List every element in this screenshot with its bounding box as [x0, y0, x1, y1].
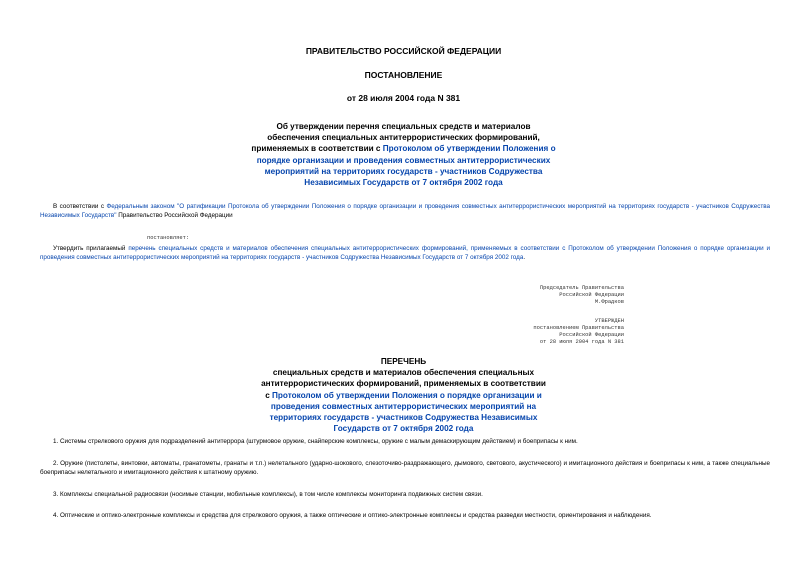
preamble-paragraph	[40, 203, 770, 220]
list-protocol-link-continued[interactable]: территориях государств - участников Содружества Независимых	[269, 413, 538, 423]
approve-prefix: Утвердить прилагаемый	[53, 245, 129, 252]
approved-line: УТВЕРЖДЕН	[594, 318, 624, 324]
signature-name: М.Фрадков	[594, 298, 624, 305]
preamble-prefix: В соответствии с	[53, 203, 107, 210]
approved-line: Российской Федерации	[559, 331, 624, 338]
signature-line: Председатель Правительства	[539, 285, 624, 291]
title-text: применяемых в соответствии с	[251, 144, 383, 154]
list-item: 2. Оружие (пистолеты, винтовки, автоматы, гранатометы, гранаты и т.п.) нелетального (ударно-шокового, слезоточиво-раздражающего, дымового, светового, акустического) и имитационного действия и боеприпасы к ним, а также специальные боеприпасы нелетального и имитационного действия к штатному оружию.	[40, 460, 770, 476]
signature-line: Российской Федерации	[559, 291, 624, 298]
government-heading: ПРАВИТЕЛЬСТВО РОССИЙСКОЙ ФЕДЕРАЦИИ	[305, 46, 502, 56]
protocol-link-continued[interactable]: Независимых Государств от 7 октября 2002 года	[304, 178, 503, 188]
list-item: 3. Комплексы специальной радиосвязи (носимые станции, мобильные комплексы), в том числе комплексы мониторинга подвижных систем связи.	[53, 491, 483, 498]
list-title-line: специальных средств и материалов обеспечения специальных	[272, 368, 535, 378]
preamble-suffix: Правительство Российской Федерации	[116, 211, 233, 219]
approved-block	[533, 318, 624, 346]
title-line: Об утверждении перечня специальных средств и материалов	[276, 122, 531, 131]
list-title-text: с	[265, 390, 273, 400]
list-title-line	[0, 390, 807, 401]
protocol-link-continued[interactable]: порядке организации и проведения совместных антитеррористических	[256, 155, 551, 165]
document-date-number: от 28 июля 2004 года N 381	[346, 93, 461, 103]
title-line	[0, 143, 807, 154]
title-line: обеспечения специальных антитеррористических формирований,	[267, 133, 540, 143]
decides-text: постановляет:	[147, 235, 190, 241]
approved-line: постановлением Правительства	[533, 324, 624, 331]
list-item: 1. Системы стрелкового оружия для подразделений антитеррора (штурмовое оружие, снайперские комплексы, оружие с малым демаскирующим действием) и боеприпасы к ним.	[53, 438, 578, 445]
approve-paragraph	[40, 245, 770, 262]
approved-line: от 28 июля 2004 года N 381	[539, 338, 624, 345]
list-link[interactable]: перечень специальных средств и материалов обеспечения специальных антитеррористических формирований, применяемых в соответствии с Протоколом об утверждении Положения о порядке организации и проведения совместных антитеррористических мероприятий на территориях государств - участников Содружества Независимых Государств от 7 октября 2002 года	[40, 245, 771, 261]
signature-block	[540, 285, 624, 306]
approve-suffix: .	[523, 253, 526, 261]
list-protocol-link[interactable]: Протоколом об утверждении Положения о порядке организации и	[272, 390, 542, 400]
document-title	[0, 121, 807, 188]
federal-law-link[interactable]: Федеральным законом "О ратификации Протокола об утверждении Положения о порядке организации и проведения совместных антитеррористических мероприятий на территориях государств - участников Содружества Независимых Государств"	[40, 203, 771, 219]
list-title-line: антитеррористических формирований, применяемых в соответствии	[261, 379, 546, 389]
list-protocol-link-continued[interactable]: Государств от 7 октября 2002 года	[333, 424, 474, 434]
list-protocol-link-continued[interactable]: проведения совместных антитеррористических мероприятий на	[270, 401, 537, 411]
list-heading: ПЕРЕЧЕНЬ	[380, 357, 427, 366]
list-item: 4. Оптические и оптико-электронные комплексы и средства для стрелкового оружия, а также оптические и оптико-электронные комплексы и средства разведки местности, ориентирования и наблюдения.	[53, 512, 652, 519]
list-title	[0, 356, 807, 434]
document-type: ПОСТАНОВЛЕНИЕ	[364, 70, 443, 80]
protocol-link[interactable]: Протоколом об утверждении Положения о	[382, 144, 556, 154]
protocol-link-continued[interactable]: мероприятий на территориях государств - участников Содружества	[264, 166, 543, 176]
